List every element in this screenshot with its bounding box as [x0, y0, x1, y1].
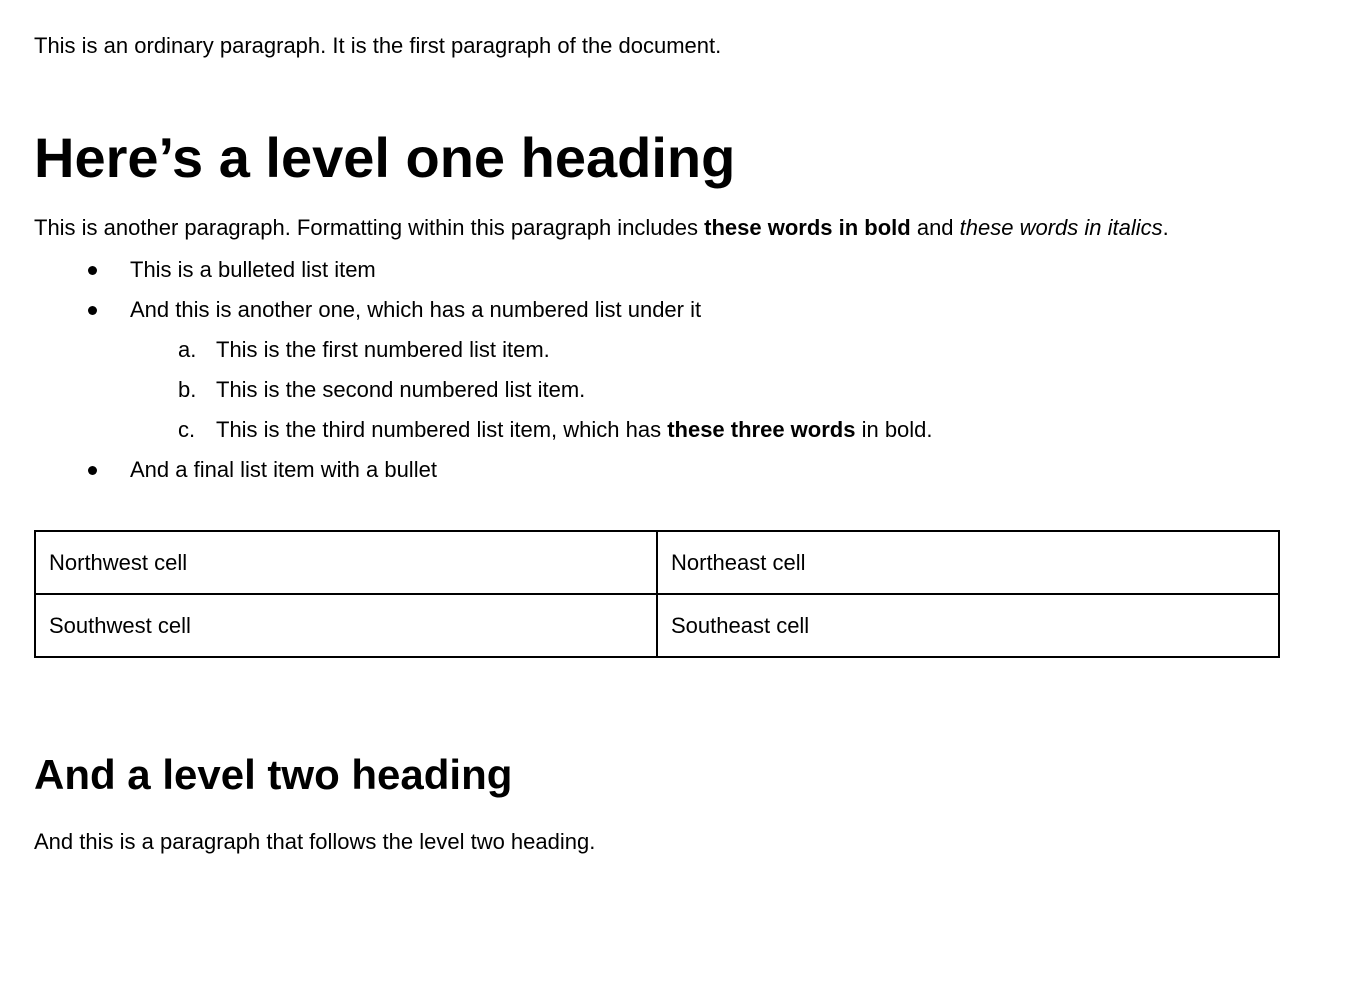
- list-item: [34, 250, 1280, 290]
- list-item-text: This is the first numbered list item.: [216, 337, 550, 362]
- table-cell-northeast: Northeast cell: [657, 531, 1279, 594]
- bullet-icon: [88, 266, 97, 275]
- formatted-paragraph: [34, 208, 1280, 248]
- bullet-icon: [88, 306, 97, 315]
- table-cell-southwest: Southwest cell: [35, 594, 657, 657]
- heading-level-two: And a level two heading: [34, 751, 513, 798]
- numbered-item-label: c.: [178, 417, 196, 442]
- numbered-list-item: [34, 330, 1280, 370]
- list-item: [34, 290, 1280, 330]
- table-row: [35, 594, 1279, 657]
- list-item-text: And this is another one, which has a numbered list under it: [130, 297, 702, 322]
- formatted-paragraph-text: This is another paragraph. Formatting within this paragraph includes: [34, 215, 705, 240]
- numbered-list-item: [34, 370, 1280, 410]
- list-item-text: And a final list item with a bullet: [130, 457, 437, 482]
- closing-paragraph: And this is a paragraph that follows the level two heading.: [34, 829, 596, 854]
- bold-phrase: these words in bold: [704, 215, 911, 240]
- list-item: [34, 450, 1280, 490]
- numbered-list-item: [34, 410, 1280, 450]
- formatted-paragraph-period: .: [1162, 215, 1169, 240]
- table-cell-northwest: Northwest cell: [35, 531, 657, 594]
- bulleted-list: [34, 250, 1280, 490]
- heading-level-one: Here’s a level one heading: [34, 126, 736, 189]
- table-cell-southeast: Southeast cell: [657, 594, 1279, 657]
- numbered-item-label: b.: [178, 377, 197, 402]
- intro-paragraph: This is an ordinary paragraph. It is the first paragraph of the document.: [34, 33, 722, 58]
- list-item-text: This is the second numbered list item.: [216, 377, 586, 402]
- italic-phrase: these words in italics: [959, 215, 1163, 240]
- table-row: [35, 531, 1279, 594]
- list-item-text: This is a bulleted list item: [130, 257, 376, 282]
- document-table: [34, 530, 1280, 658]
- numbered-item-label: a.: [178, 337, 197, 362]
- list-item-text-after: in bold.: [855, 417, 933, 442]
- list-item-text: This is the third numbered list item, which has: [216, 417, 668, 442]
- bold-phrase: these three words: [667, 417, 856, 442]
- formatted-paragraph-connector: and: [910, 215, 960, 240]
- bullet-icon: [88, 466, 97, 475]
